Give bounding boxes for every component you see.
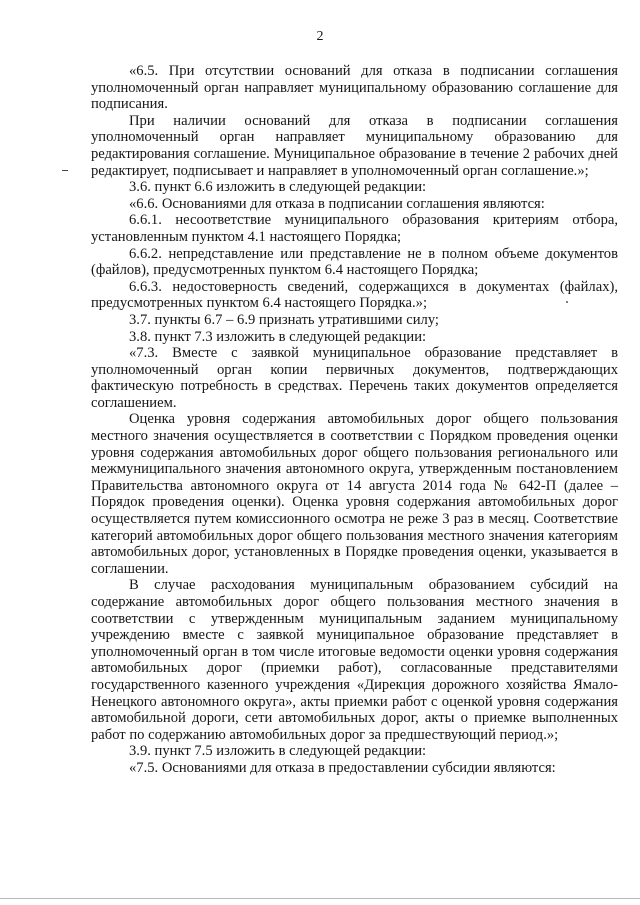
paragraph-road-assessment: Оценка уровня содержания автомобильных дорог общего пользования местного значения осуществляется в соответствии с Порядком проведения оценки уровня содержания автомобильных дорог общего пользования регионального или межмуниципального значения автономного округа, утвержденным постановлением Правительства автономного округа от 14 августа 2014 года № 642-П (далее – Порядок проведения оценки). Оценка уровня содержания автомобильных дорог осуществляется путем комиссионного осмотра не реже 3 раз в месяц. Соответствие категорий автомобильных дорог общего пользования местного значения категориям автомобильных дорог, установленных в Порядке проведения оценки, указывается в соглашении. [91, 411, 618, 577]
paragraph-6-6-1: 6.6.1. несоответствие муниципального образования критериям отбора, установленным пунктом 4.1 настоящего Порядка; [91, 212, 618, 245]
paragraph-grounds-present: При наличии оснований для отказа в подписании соглашения уполномоченный орган направляет муниципальному образованию для редактирования соглашение. Муниципальное образование в течение 2 рабочих дней редактирует, подписывает и направляет в уполномоченный орган соглашение.»; [91, 112, 618, 179]
scan-artifact-mark [62, 170, 68, 171]
scan-bottom-edge [0, 898, 640, 899]
paragraph-6-6-3: 6.6.3. недостоверность сведений, содержащихся в документах (файлах), предусмотренных пунктом 6.4 настоящего Порядка.»; [91, 278, 618, 312]
paragraph-7-5: «7.5. Основаниями для отказа в предоставлении субсидии являются: [129, 759, 556, 776]
page-number: 2 [316, 29, 324, 44]
paragraph-6-6: «6.6. Основаниями для отказа в подписании соглашения являются: [129, 195, 545, 212]
paragraph-7-3: «7.3. Вместе с заявкой муниципальное образование представляет в уполномоченный орган копии первичных документов, подтверждающих фактическую потребность в средствах. Перечень таких документов определяется соглашением. [91, 345, 618, 411]
paragraph-3-8: 3.8. пункт 7.3 изложить в следующей редакции: [129, 328, 427, 345]
paragraph-3-7: 3.7. пункты 6.7 – 6.9 признать утратившими силу; [129, 311, 439, 328]
document-body [91, 63, 618, 777]
paragraph-6-5: «6.5. При отсутствии оснований для отказа в подписании соглашения уполномоченный орган направляет муниципальному образованию соглашение для подписания. [91, 63, 618, 113]
paragraph-6-6-2: 6.6.2. непредставление или представление не в полном объеме документов (файлов), предусмотренных пунктом 6.4 настоящего Порядка; [91, 245, 618, 279]
paragraph-subsidy-spending: В случае расходования муниципальным образованием субсидий на содержание автомобильных дорог общего пользования местного значения в соответствии с утвержденным муниципальным заданием муниципальному учреждению вместе с заявкой муниципальное образование представляет в уполномоченный орган в том числе итоговые ведомости оценки уровня содержания автомобильных дорог (приемки работ), согласованные представителями государственного казенного учреждения «Дирекция дорожного хозяйства Ямало-Ненецкого автономного округа», акты приемки работ с оценкой уровня содержания автомобильной дороги, сети автомобильных дорог, акты о приемке выполненных работ по содержанию автомобильных дорог за предшествующий период.»; [91, 577, 618, 743]
paragraph-3-6: 3.6. пункт 6.6 изложить в следующей редакции: [129, 179, 427, 196]
paragraph-3-9: 3.9. пункт 7.5 изложить в следующей редакции: [129, 743, 427, 760]
